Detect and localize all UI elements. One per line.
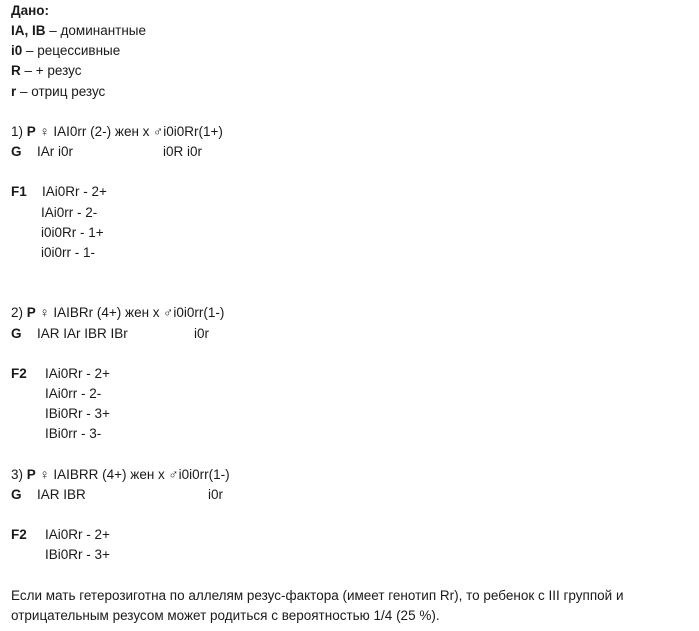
cross1-parents: 1) P ♀ IAI0rr (2-) жен х ♂i0i0Rr(1+) xyxy=(11,124,223,139)
cross1-f-label: F1 xyxy=(11,184,27,199)
cross1-offspring-1: IAi0Rr - 2+ xyxy=(42,184,107,199)
cross1-offspring-2: IAi0rr - 2- xyxy=(41,205,98,220)
cross2-offspring-2: IAi0rr - 2- xyxy=(45,386,102,401)
given-def-recessive: i0 – рецессивные xyxy=(11,43,121,58)
cross2-offspring-1: IAi0Rr - 2+ xyxy=(45,366,110,381)
cross3-offspring-1: IAi0Rr - 2+ xyxy=(45,527,110,542)
cross2-gametes-mother: IAR IAr IBR IBr xyxy=(37,326,128,341)
cross1-offspring-4: i0i0rr - 1- xyxy=(41,245,96,260)
cross3-gametes-label: G xyxy=(11,487,22,502)
cross3-gametes-mother: IAR IBR xyxy=(37,487,86,502)
cross2-gametes-label: G xyxy=(11,326,22,341)
conclusion-paragraph: Если мать гетерозиготна по аллелям резус-фактора (имеет генотип Rr), то ребенок с III группой и отрицательным резусом может родиться с вероятностью 1/4 (25 %). xyxy=(11,588,624,623)
given-title: Дано: xyxy=(11,3,50,18)
cross2-f-label: F2 xyxy=(11,366,27,381)
cross1-offspring-3: i0i0Rr - 1+ xyxy=(41,225,104,240)
cross1-gametes-father: i0R i0r xyxy=(163,144,203,159)
cross3-f-label: F2 xyxy=(11,527,27,542)
given-def-rh-negative: r – отриц резус xyxy=(11,84,106,99)
cross2-gametes-father: i0r xyxy=(194,326,210,341)
cross3-offspring-2: IBi0Rr - 3+ xyxy=(45,547,110,562)
cross2-parents: 2) P ♀ IAIBRr (4+) жен х ♂i0i0rr(1-) xyxy=(11,305,225,320)
given-def-dominant: IA, IB – доминантные xyxy=(11,23,147,38)
cross3-parents: 3) P ♀ IAIBRR (4+) жен х ♂i0i0rr(1-) xyxy=(11,467,230,482)
cross1-gametes-label: G xyxy=(11,144,22,159)
cross2-offspring-4: IBi0rr - 3- xyxy=(45,426,102,441)
cross1-gametes-mother: IAr i0r xyxy=(37,144,74,159)
cross2-offspring-3: IBi0Rr - 3+ xyxy=(45,406,110,421)
given-def-rh-positive: R – + резус xyxy=(11,63,82,78)
cross3-gametes-father: i0r xyxy=(208,487,224,502)
